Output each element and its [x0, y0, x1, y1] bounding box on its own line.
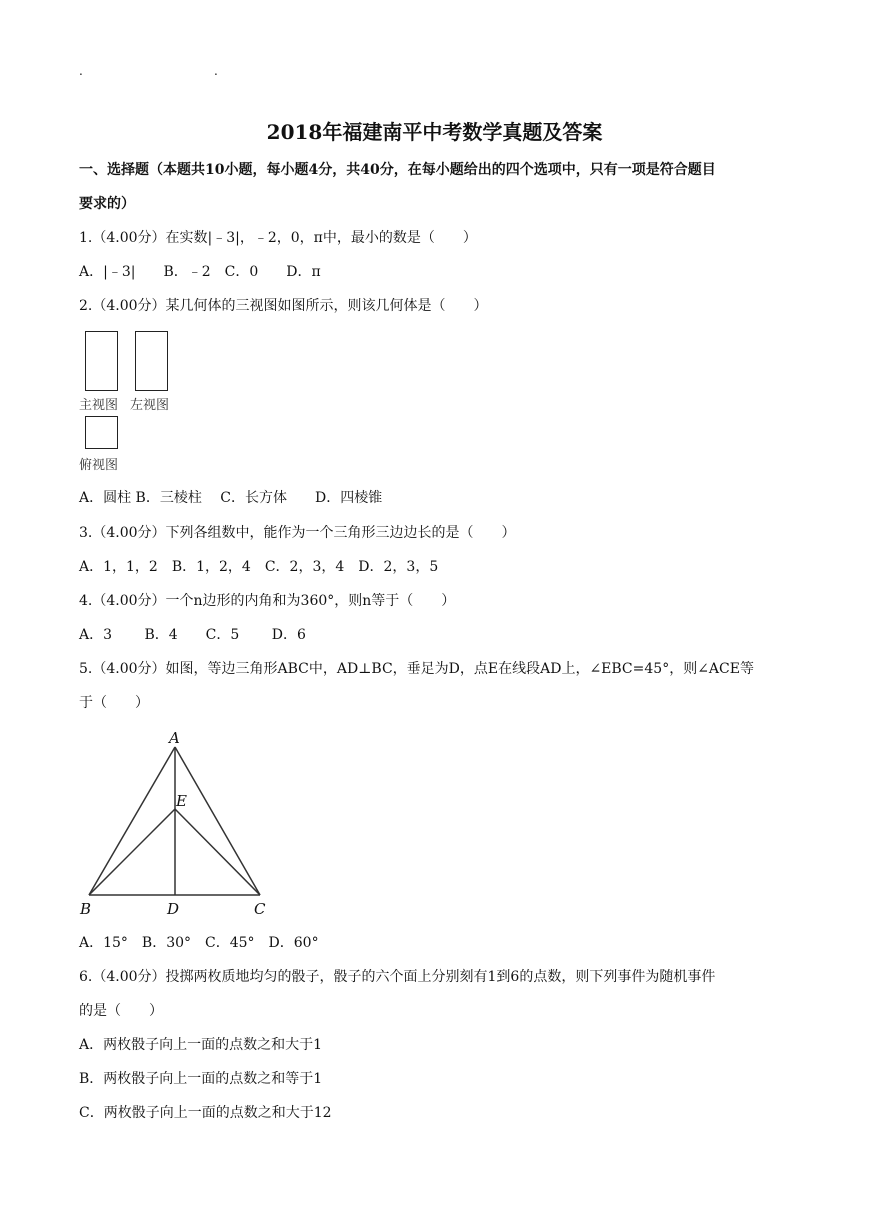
- triangle-figure: [70, 725, 280, 920]
- front-view-label: 主视图: [79, 398, 119, 413]
- top-view-label: 俯视图: [79, 458, 119, 473]
- question-6-stem-line1: 6.（4.00分）投掷两枚质地均匀的骰子，骰子的六个面上分别刻有1到6的点数，则下列事件为随机事件: [79, 969, 716, 985]
- question-4-stem: 4.（4.00分）一个n边形的内角和为360°，则n等于（ ）: [79, 593, 456, 609]
- section-heading-line2: 要求的）: [79, 196, 135, 212]
- front-view-rect: [85, 331, 118, 391]
- left-view-label: 左视图: [130, 398, 170, 413]
- question-3-options: A．1，1，2 B．1，2，4 C．2，3，4 D．2，3，5: [79, 559, 439, 575]
- question-1-options: A．|﹣3| B．﹣2 C．0 D．π: [79, 264, 321, 280]
- question-2-options: A．圆柱 B．三棱柱 C．长方体 D．四棱锥: [79, 490, 383, 506]
- question-6-stem-line2: 的是（ ）: [79, 1003, 163, 1019]
- question-5-options: A．15° B．30° C．45° D．60°: [79, 935, 319, 951]
- question-6-option-b: B．两枚骰子向上一面的点数之和等于1: [79, 1071, 323, 1087]
- question-4-options: A．3 B．4 C．5 D．6: [79, 627, 306, 643]
- point-label-c: C: [254, 900, 266, 918]
- point-label-a: A: [169, 729, 180, 747]
- left-view-rect: [135, 331, 168, 391]
- question-6-option-a: A．两枚骰子向上一面的点数之和大于1: [79, 1037, 323, 1053]
- question-3-stem: 3.（4.00分）下列各组数中，能作为一个三角形三边边长的是（ ）: [79, 525, 516, 541]
- header-dot-left: .: [79, 64, 83, 78]
- point-label-e: E: [176, 792, 187, 810]
- section-heading-line1: 一、选择题（本题共10小题，每小题4分，共40分，在每小题给出的四个选项中，只有一项是符合题目: [79, 162, 716, 178]
- question-5-stem-line1: 5.（4.00分）如图，等边三角形ABC中，AD⊥BC，垂足为D，点E在线段AD上，∠EBC=45°，则∠ACE等: [79, 661, 754, 677]
- question-6-option-c: C．两枚骰子向上一面的点数之和大于12: [79, 1105, 332, 1121]
- point-label-b: B: [80, 900, 92, 918]
- top-view-rect: [85, 416, 118, 449]
- question-1-stem: 1.（4.00分）在实数|﹣3|，﹣2，0，π中，最小的数是（ ）: [79, 230, 477, 246]
- question-2-stem: 2.（4.00分）某几何体的三视图如图所示，则该几何体是（ ）: [79, 298, 488, 314]
- page-title: 2018年福建南平中考数学真题及答案: [266, 120, 603, 144]
- header-dot-right: .: [214, 64, 218, 78]
- point-label-d: D: [167, 900, 180, 918]
- question-5-stem-line2: 于（ ）: [79, 695, 149, 711]
